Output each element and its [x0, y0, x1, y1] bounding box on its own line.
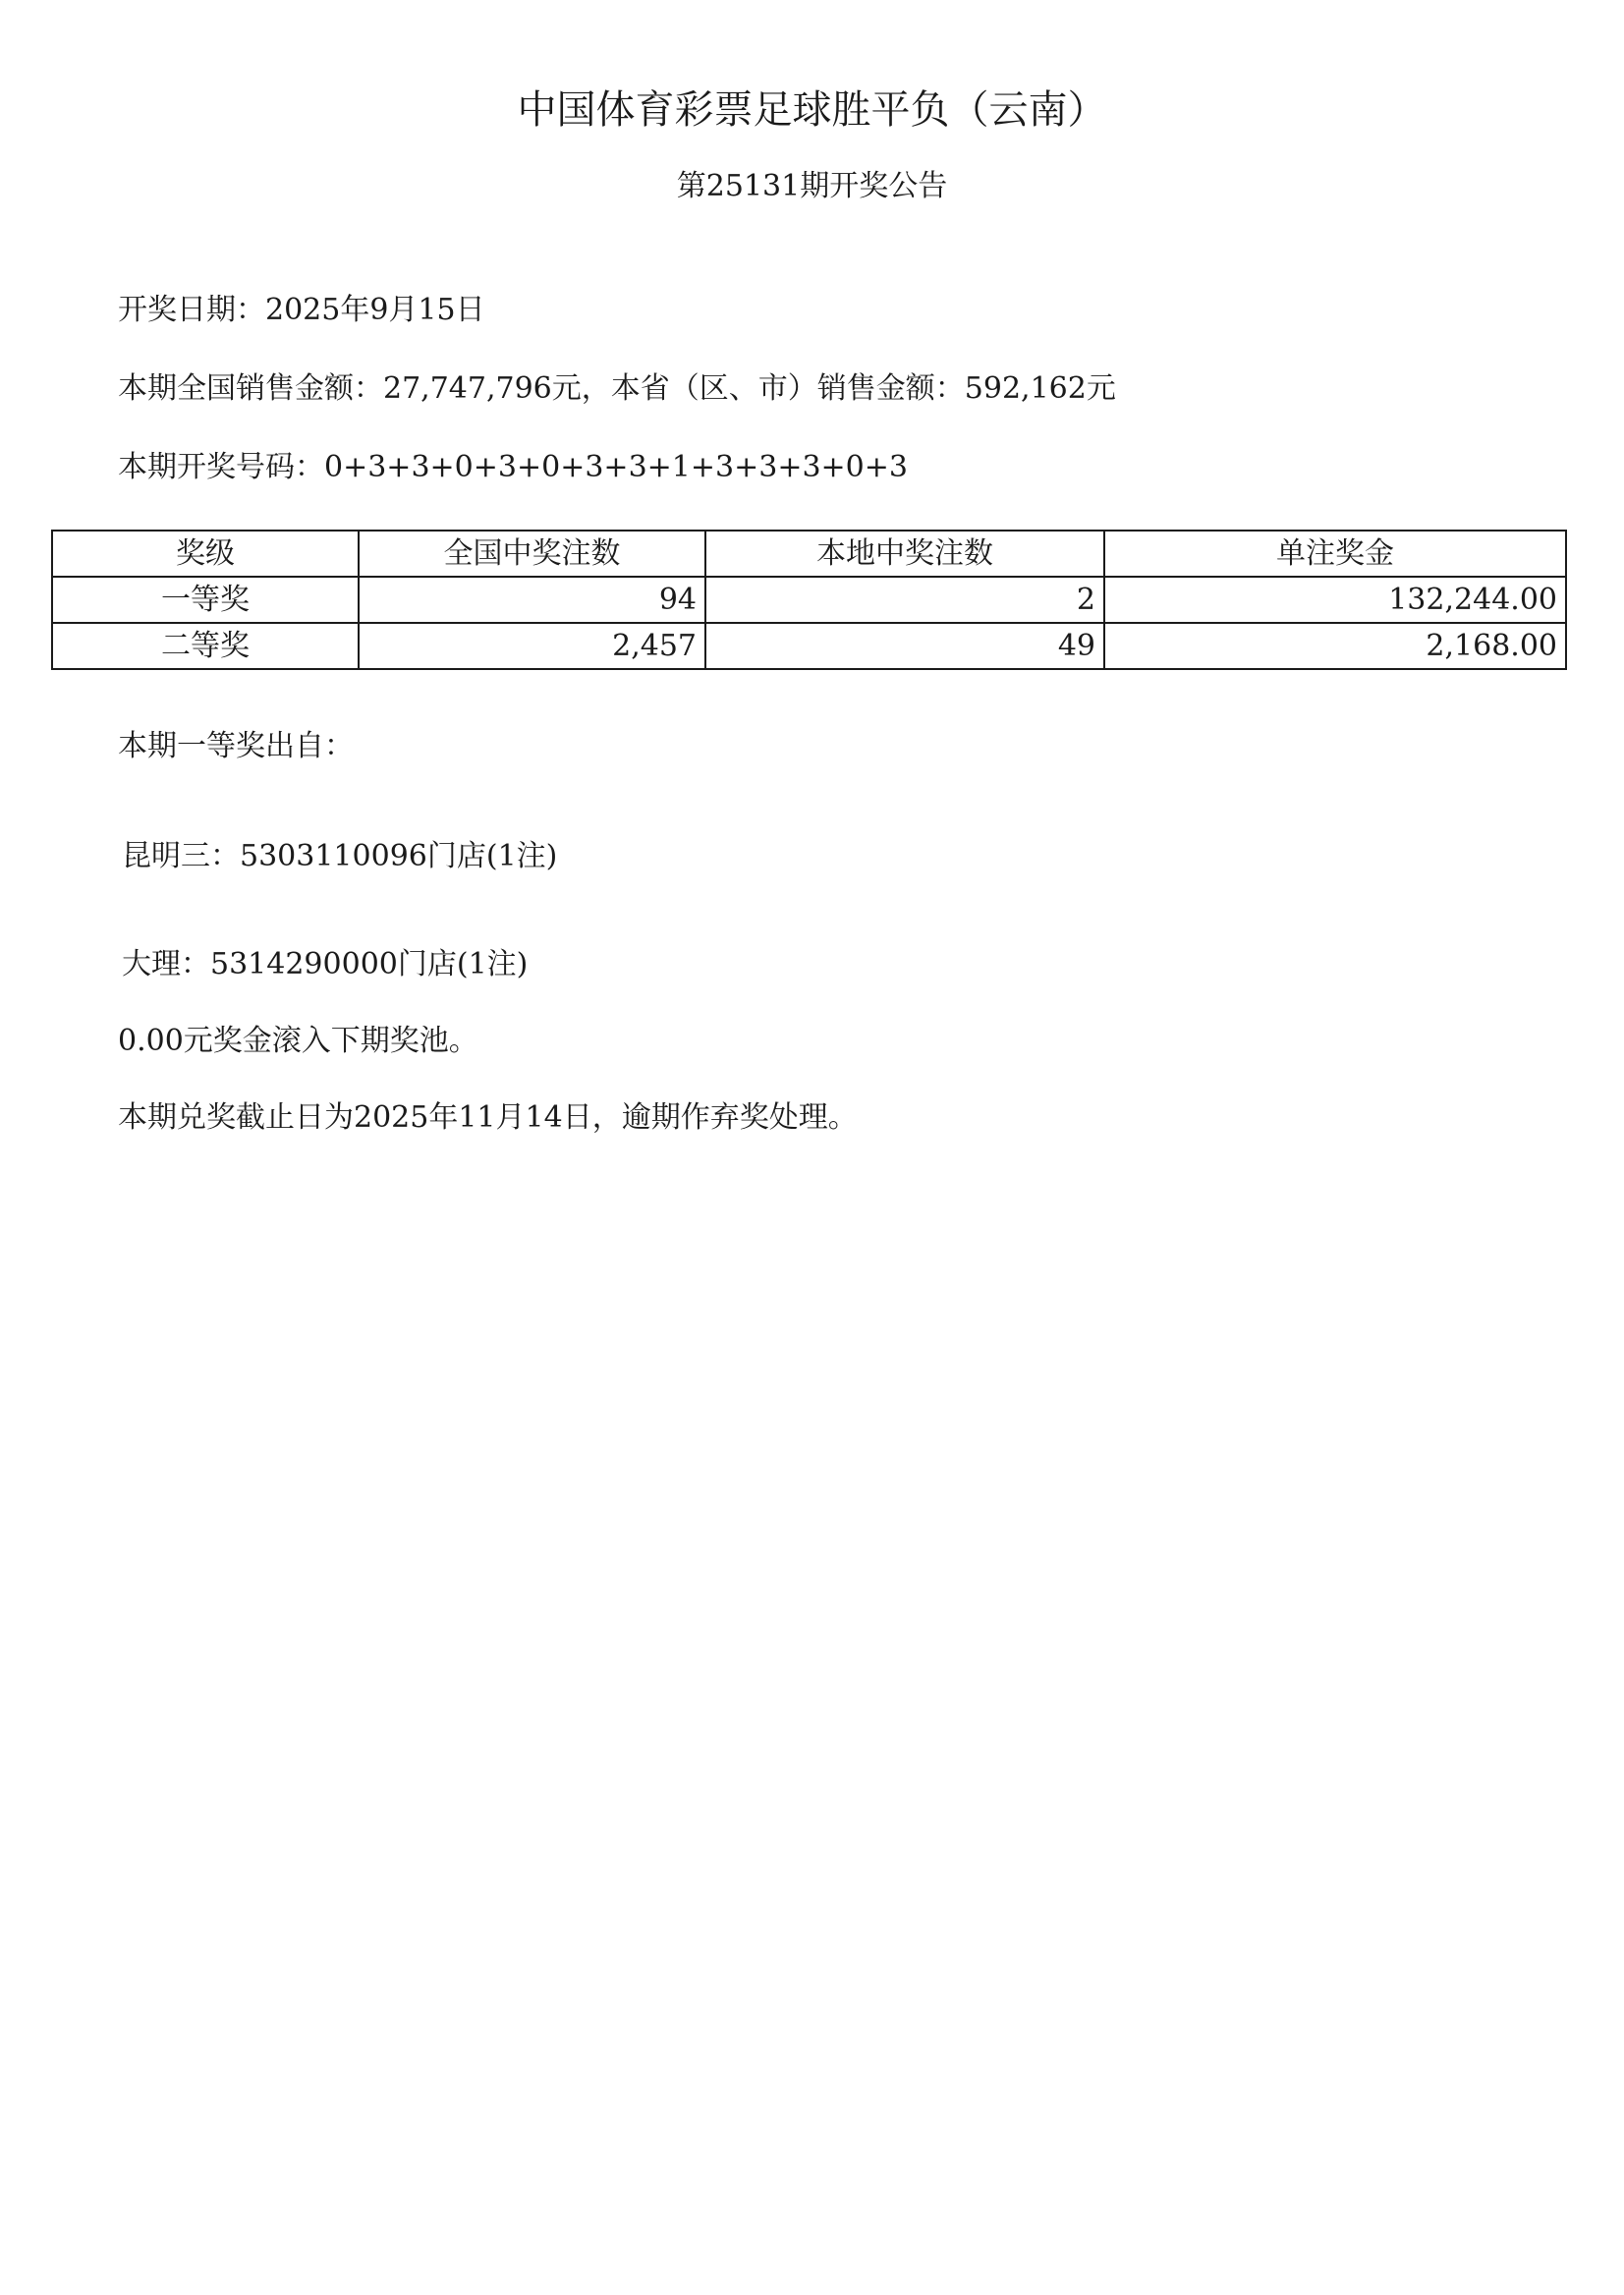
- sales-amount: 本期全国销售金额：27,747,796元，本省（区、市）销售金额：592,162元: [118, 371, 1116, 406]
- local-winners: 2: [705, 577, 1104, 623]
- prize-amount: 132,244.00: [1104, 577, 1566, 623]
- winning-store: 昆明三：5303110096门店(1注): [122, 839, 558, 873]
- table-row: [52, 623, 1566, 669]
- draw-date: 开奖日期：2025年9月15日: [118, 293, 485, 327]
- prize-table: [51, 530, 1567, 670]
- table-row: [52, 577, 1566, 623]
- claim-deadline-note: 本期兑奖截止日为2025年11月14日，逾期作弃奖处理。: [118, 1100, 858, 1135]
- prize-level: 二等奖: [52, 623, 359, 669]
- national-winners: 94: [359, 577, 705, 623]
- winning-store: 大理：5314290000门店(1注): [122, 947, 529, 981]
- prize-amount: 2,168.00: [1104, 623, 1566, 669]
- first-prize-origin-label: 本期一等奖出自：: [118, 729, 354, 763]
- header-prize-level: 奖级: [52, 531, 359, 577]
- prize-table-header-row: [52, 531, 1566, 577]
- header-national-winners: 全国中奖注数: [359, 531, 705, 577]
- page-title: 中国体育彩票足球胜平负（云南）: [517, 87, 1107, 133]
- winning-numbers: 本期开奖号码：0+3+3+0+3+0+3+3+1+3+3+3+0+3: [118, 450, 908, 484]
- header-local-winners: 本地中奖注数: [705, 531, 1104, 577]
- draw-issue-subtitle: 第25131期开奖公告: [676, 169, 948, 203]
- prize-level: 一等奖: [52, 577, 359, 623]
- rollover-note: 0.00元奖金滚入下期奖池。: [118, 1024, 478, 1058]
- local-winners: 49: [705, 623, 1104, 669]
- header-prize-amount: 单注奖金: [1104, 531, 1566, 577]
- national-winners: 2,457: [359, 623, 705, 669]
